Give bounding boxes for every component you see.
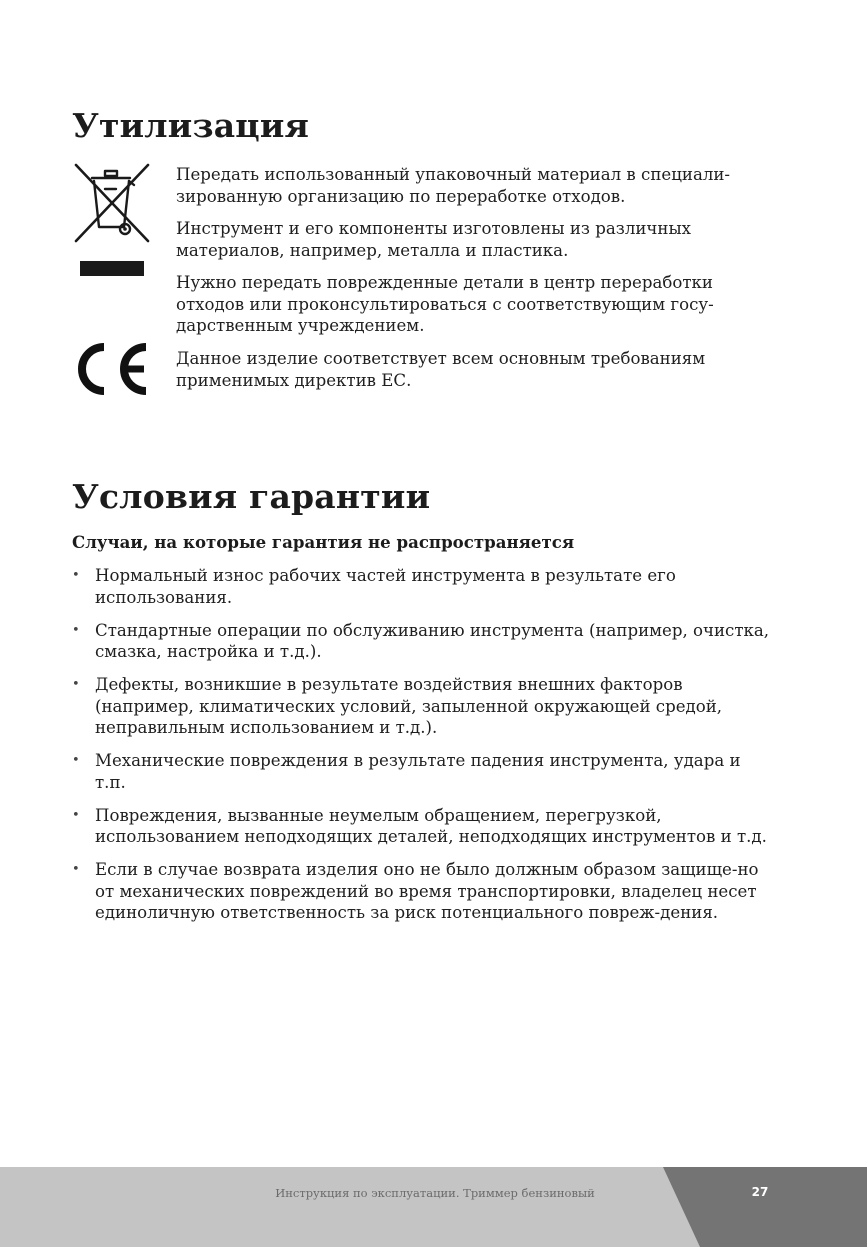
disposal-paragraph: Передать использованный упаковочный материал в специали-зированную организацию по переработке отходов.: [176, 165, 731, 206]
disposal-paragraph: Нужно передать поврежденные детали в центр переработки отходов или проконсультироваться с соответствующим госу-дарственным учреждением.: [176, 273, 714, 335]
disposal-paragraph: Инструмент и его компоненты изготовлены из различных материалов, например, металла и пластика.: [176, 219, 692, 260]
warranty-exclusions-list: [72, 565, 772, 935]
weee-crossed-bin-icon: [72, 161, 152, 279]
list-item: • Нормальный износ рабочих частей инструмента в результате его использования.: [72, 565, 772, 608]
warranty-title: Условия гарантии: [72, 477, 431, 516]
list-item: • Если в случае возврата изделия оно не было должным образом защище-но от механических повреждений во время транспортировки, владелец несет единоличную ответственность за риск потенциального повреж-дения.: [72, 859, 772, 924]
list-item: • Стандартные операции по обслуживанию инструмента (например, очистка, смазка, настройка и т.д.).: [72, 620, 772, 663]
ce-paragraph: Данное изделие соответствует всем основным требованиям применимых директив ЕС.: [176, 349, 706, 390]
warranty-subtitle: Случаи, на которые гарантия не распространяется: [72, 532, 575, 552]
page-footer: [0, 1167, 867, 1247]
list-item: • Механические повреждения в результате падения инструмента, удара и т.п.: [72, 750, 772, 793]
footer-band: [0, 1167, 867, 1247]
ce-mark-icon: [72, 341, 150, 397]
list-item: • Дефекты, возникшие в результате воздействия внешних факторов (например, климатических условий, запыленной окружающей средой, неправильным использованием и т.д.).: [72, 674, 772, 739]
footer-document-title: Инструкция по эксплуатации. Триммер бензиновый: [275, 1186, 595, 1200]
list-item: • Повреждения, вызванные неумелым обращением, перегрузкой, использованием неподходящих деталей, неподходящих инструментов и т.д.: [72, 805, 772, 848]
disposal-title: Утилизация: [72, 106, 310, 145]
page-number: 27: [751, 1185, 769, 1199]
